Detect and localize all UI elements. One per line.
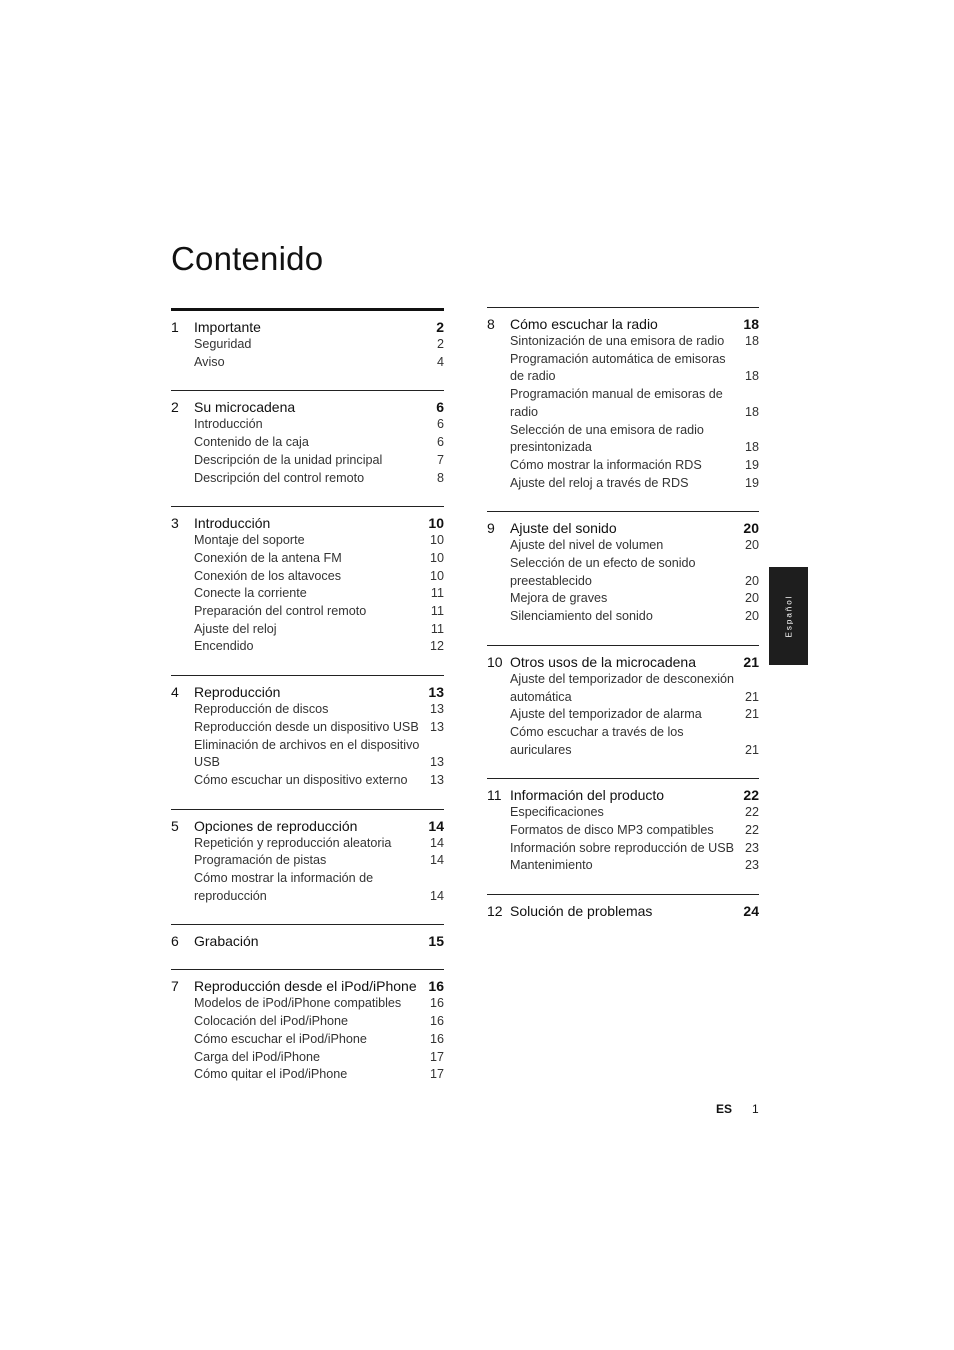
toc-entry[interactable]	[487, 333, 759, 351]
toc-entry-page-number: 18	[744, 404, 759, 419]
section-page-number: 2	[436, 319, 444, 335]
toc-entry[interactable]	[171, 354, 444, 372]
toc-section-heading[interactable]	[487, 654, 759, 671]
section-number: 10	[487, 653, 503, 670]
toc-entry-label[interactable]: Preparación del control remoto	[194, 604, 367, 619]
toc-entry-label[interactable]: Contenido de la caja	[194, 435, 309, 450]
toc-entry-label[interactable]: Programación automática de emisoras de radio	[510, 351, 726, 384]
footer-page-number: 1	[752, 1102, 759, 1116]
toc-entry-page-number: 7	[436, 452, 444, 467]
toc-section-heading[interactable]	[171, 515, 444, 532]
toc-section-heading[interactable]	[171, 933, 444, 950]
toc-entry-label[interactable]: Cómo escuchar el iPod/iPhone	[194, 1031, 367, 1046]
toc-entry[interactable]	[487, 706, 759, 724]
toc-entry[interactable]	[171, 701, 444, 719]
toc-entry[interactable]	[487, 590, 759, 608]
toc-entry-label[interactable]: Silenciamiento del sonido	[510, 609, 653, 624]
toc-entry[interactable]	[487, 840, 759, 858]
section-number: 2	[171, 399, 179, 416]
toc-entry-label[interactable]: Conexión de los altavoces	[194, 568, 342, 583]
toc-section-heading[interactable]	[487, 316, 759, 333]
section-page-number: 24	[743, 903, 759, 920]
toc-entry-label[interactable]: Especificaciones	[510, 805, 604, 820]
toc-entry-label[interactable]: Encendido	[194, 639, 254, 654]
toc-entry[interactable]	[171, 870, 444, 905]
section-title[interactable]: Grabación	[194, 933, 259, 950]
section-page-number: 20	[743, 520, 759, 537]
toc-entry[interactable]	[171, 568, 444, 586]
toc-column-right	[487, 307, 759, 920]
language-tab	[769, 567, 808, 665]
toc-entry-label[interactable]: Cómo mostrar la información RDS	[510, 457, 702, 472]
section-page-number: 22	[743, 787, 759, 804]
toc-entry-page-number: 12	[429, 639, 444, 654]
toc-entry-page-number: 4	[436, 354, 444, 369]
toc-entry[interactable]	[171, 1031, 444, 1049]
toc-entry-page-number: 20	[744, 538, 759, 553]
toc-entry[interactable]	[171, 835, 444, 853]
section-title[interactable]: Reproducción	[194, 684, 281, 701]
toc-entry[interactable]	[487, 386, 759, 421]
toc-section	[487, 511, 759, 626]
toc-entry-label[interactable]: Ajuste del reloj	[194, 621, 277, 636]
toc-entry-page-number: 16	[429, 1014, 444, 1029]
toc-entry-label[interactable]: Cómo escuchar a través de los auriculares	[510, 724, 684, 757]
toc-entry[interactable]	[171, 550, 444, 568]
section-number: 1	[171, 319, 179, 335]
toc-entry-page-number: 13	[429, 719, 444, 734]
toc-entry[interactable]	[171, 452, 444, 470]
toc-entry-label[interactable]: Eliminación de archivos en el dispositivo USB	[194, 737, 420, 770]
toc-entry-page-number: 19	[744, 475, 759, 490]
toc-entry-label[interactable]: Montaje del soporte	[194, 533, 305, 548]
toc-entry-label[interactable]: Cómo escuchar un dispositivo externo	[194, 772, 408, 787]
toc-entry-label[interactable]: Seguridad	[194, 337, 252, 351]
section-page-number: 15	[428, 933, 444, 950]
section-title[interactable]: Importante	[194, 319, 261, 335]
toc-entry[interactable]	[171, 470, 444, 488]
toc-entry-page-number: 13	[429, 702, 444, 717]
section-title[interactable]: Cómo escuchar la radio	[510, 316, 658, 332]
toc-entry[interactable]	[171, 585, 444, 603]
toc-entry-label[interactable]: Ajuste del nivel de volumen	[510, 538, 664, 553]
section-title[interactable]: Introducción	[194, 515, 271, 532]
section-number: 7	[171, 978, 179, 995]
toc-section-heading[interactable]	[171, 319, 444, 336]
toc-entry-page-number: 11	[430, 604, 444, 619]
toc-entry-label[interactable]: Mantenimiento	[510, 858, 593, 873]
section-title[interactable]: Opciones de reproducción	[194, 817, 358, 834]
section-page-number: 10	[428, 515, 444, 532]
section-title[interactable]: Su microcadena	[194, 399, 296, 416]
toc-entry[interactable]	[487, 671, 759, 706]
toc-entry-page-number: 22	[744, 805, 759, 820]
toc-entry[interactable]	[171, 603, 444, 621]
toc-entry-page-number: 14	[429, 835, 444, 850]
toc-entry-page-number: 16	[429, 1031, 444, 1046]
toc-section	[171, 675, 444, 790]
toc-entry-label[interactable]: Reproducción desde un dispositivo USB	[194, 719, 419, 734]
toc-entry-page-number: 2	[436, 337, 444, 351]
toc-entry-page-number: 23	[744, 840, 759, 855]
toc-entry-page-number: 23	[744, 858, 759, 873]
toc-section	[171, 969, 444, 1084]
toc-entry-page-number: 20	[744, 609, 759, 624]
toc-entry-page-number: 18	[744, 440, 759, 455]
toc-entry[interactable]	[171, 719, 444, 737]
toc-entry-label[interactable]: Ajuste del temporizador de desconexión automática	[510, 671, 735, 704]
toc-entry[interactable]	[487, 457, 759, 475]
toc-section	[171, 809, 444, 906]
toc-section	[171, 506, 444, 656]
toc-entry[interactable]	[171, 434, 444, 452]
toc-entry-page-number: 6	[436, 435, 444, 450]
section-number: 4	[171, 684, 179, 701]
toc-entry-page-number: 14	[429, 853, 444, 868]
section-page-number: 21	[743, 653, 759, 670]
section-title[interactable]: Ajuste del sonido	[510, 520, 617, 537]
toc-section	[487, 307, 759, 492]
toc-entry-label[interactable]: Ajuste del reloj a través de RDS	[510, 475, 689, 490]
toc-entry-page-number: 19	[744, 457, 759, 472]
toc-section	[171, 308, 444, 371]
section-number: 6	[171, 933, 179, 950]
toc-entry-label[interactable]: Descripción de la unidad principal	[194, 452, 383, 467]
toc-entry-page-number: 10	[429, 533, 444, 548]
toc-entry-page-number: 17	[429, 1049, 444, 1064]
toc-entry-page-number: 13	[429, 755, 444, 770]
toc-entry[interactable]	[487, 857, 759, 875]
toc-section	[171, 390, 444, 487]
toc-entry[interactable]	[487, 804, 759, 822]
toc-entry-label[interactable]: Selección de un efecto de sonido preestablecido	[510, 556, 696, 588]
section-page-number: 13	[428, 684, 444, 701]
toc-entry[interactable]	[487, 475, 759, 493]
toc-entry-page-number: 21	[744, 742, 759, 757]
toc-entry[interactable]	[487, 608, 759, 626]
toc-entry-page-number: 18	[744, 369, 759, 384]
toc-entry-label[interactable]: Carga del iPod/iPhone	[194, 1049, 321, 1064]
toc-section	[171, 924, 444, 950]
footer-language-code: ES	[716, 1102, 733, 1116]
toc-entry-label[interactable]: Modelos de iPod/iPhone compatibles	[194, 996, 402, 1011]
section-title[interactable]: Otros usos de la microcadena	[510, 653, 696, 670]
section-page-number: 6	[436, 399, 444, 416]
toc-entry[interactable]	[487, 724, 759, 759]
toc-entry-page-number: 18	[744, 334, 759, 348]
toc-entry[interactable]	[171, 621, 444, 639]
toc-entry-page-number: 11	[430, 621, 444, 636]
toc-entry-page-number: 14	[429, 888, 444, 903]
toc-entry-label[interactable]: Ajuste del temporizador de alarma	[510, 707, 702, 722]
section-number: 11	[487, 787, 502, 804]
page-title: Contenido	[171, 240, 324, 277]
toc-entry-page-number: 17	[429, 1067, 444, 1082]
toc-entry-label[interactable]: Colocación del iPod/iPhone	[194, 1014, 349, 1029]
toc-entry[interactable]	[487, 422, 759, 457]
toc-entry[interactable]	[171, 852, 444, 870]
toc-entry-page-number: 8	[436, 470, 444, 485]
toc-entry-label[interactable]: Conexión de la antena FM	[194, 550, 342, 565]
toc-section	[487, 894, 759, 920]
section-title[interactable]: Reproducción desde el iPod/iPhone	[194, 978, 417, 995]
toc-entry-label[interactable]: Programación manual de emisoras de radio	[510, 387, 723, 419]
section-number: 9	[487, 520, 495, 537]
toc-entry-label[interactable]: Selección de una emisora de radio presintonizada	[510, 422, 704, 455]
toc-entry-label[interactable]: Cómo quitar el iPod/iPhone	[194, 1067, 348, 1082]
section-page-number: 14	[428, 817, 444, 834]
section-page-number: 18	[743, 316, 759, 332]
toc-section	[487, 778, 759, 875]
toc-entry[interactable]	[171, 416, 444, 434]
toc-section-heading[interactable]	[171, 399, 444, 416]
toc-entry-page-number: 20	[744, 591, 759, 606]
toc-entry-page-number: 21	[744, 689, 759, 704]
toc-entry-label[interactable]: Introducción	[194, 417, 263, 432]
toc-column-left	[171, 308, 444, 1084]
toc-entry[interactable]	[171, 737, 444, 772]
toc-entry-page-number: 6	[436, 417, 444, 432]
toc-entry[interactable]	[171, 995, 444, 1013]
toc-entry-page-number: 16	[429, 996, 444, 1011]
toc-entry[interactable]	[487, 537, 759, 555]
toc-entry[interactable]	[171, 532, 444, 550]
toc-entry-page-number: 20	[744, 573, 759, 588]
toc-entry-label[interactable]: Cómo mostrar la información de reproducción	[194, 871, 374, 903]
toc-entry[interactable]	[171, 638, 444, 656]
toc-entry[interactable]	[171, 1013, 444, 1031]
section-title[interactable]: Información del producto	[510, 787, 665, 804]
toc-entry[interactable]	[487, 555, 759, 590]
toc-entry-page-number: 13	[429, 772, 444, 787]
toc-entry-label[interactable]: Programación de pistas	[194, 853, 327, 868]
toc-entry-page-number: 10	[429, 550, 444, 565]
section-page-number: 16	[428, 978, 444, 995]
toc-entry-label[interactable]: Formatos de disco MP3 compatibles	[510, 823, 714, 838]
toc-entry-label[interactable]: Descripción del control remoto	[194, 470, 365, 485]
section-title[interactable]: Solución de problemas	[510, 903, 653, 920]
toc-entry[interactable]	[487, 351, 759, 386]
toc-entry-label[interactable]: Información sobre reproducción de USB	[510, 840, 735, 855]
toc-entry[interactable]	[171, 1049, 444, 1067]
toc-entry-label[interactable]: Sintonización de una emisora de radio	[510, 334, 725, 348]
toc-entry-label[interactable]: Reproducción de discos	[194, 702, 329, 717]
toc-section-heading[interactable]	[171, 978, 444, 995]
toc-entry-page-number: 22	[744, 823, 759, 838]
toc-entry[interactable]	[487, 822, 759, 840]
toc-entry-label[interactable]: Aviso	[194, 354, 225, 369]
toc-entry-page-number: 11	[430, 586, 444, 601]
section-number: 12	[487, 903, 503, 920]
section-number: 8	[487, 316, 495, 332]
toc-entry-label[interactable]: Mejora de graves	[510, 591, 608, 606]
toc-entry[interactable]	[171, 772, 444, 790]
toc-entry-label[interactable]: Repetición y reproducción aleatoria	[194, 835, 392, 850]
language-tab-label: Español	[784, 594, 793, 638]
toc-section	[487, 645, 759, 760]
toc-section-heading[interactable]	[487, 903, 759, 920]
toc-section-heading[interactable]	[487, 520, 759, 537]
toc-entry[interactable]	[171, 336, 444, 354]
toc-section-heading[interactable]	[171, 684, 444, 701]
toc-entry-page-number: 21	[744, 707, 759, 722]
section-number: 5	[171, 817, 179, 834]
section-number: 3	[171, 515, 179, 532]
toc-entry-page-number: 10	[429, 568, 444, 583]
toc-entry-label[interactable]: Conecte la corriente	[194, 586, 307, 601]
toc-section-heading[interactable]	[171, 818, 444, 835]
toc-section-heading[interactable]	[487, 787, 759, 804]
toc-entry[interactable]	[171, 1066, 444, 1084]
